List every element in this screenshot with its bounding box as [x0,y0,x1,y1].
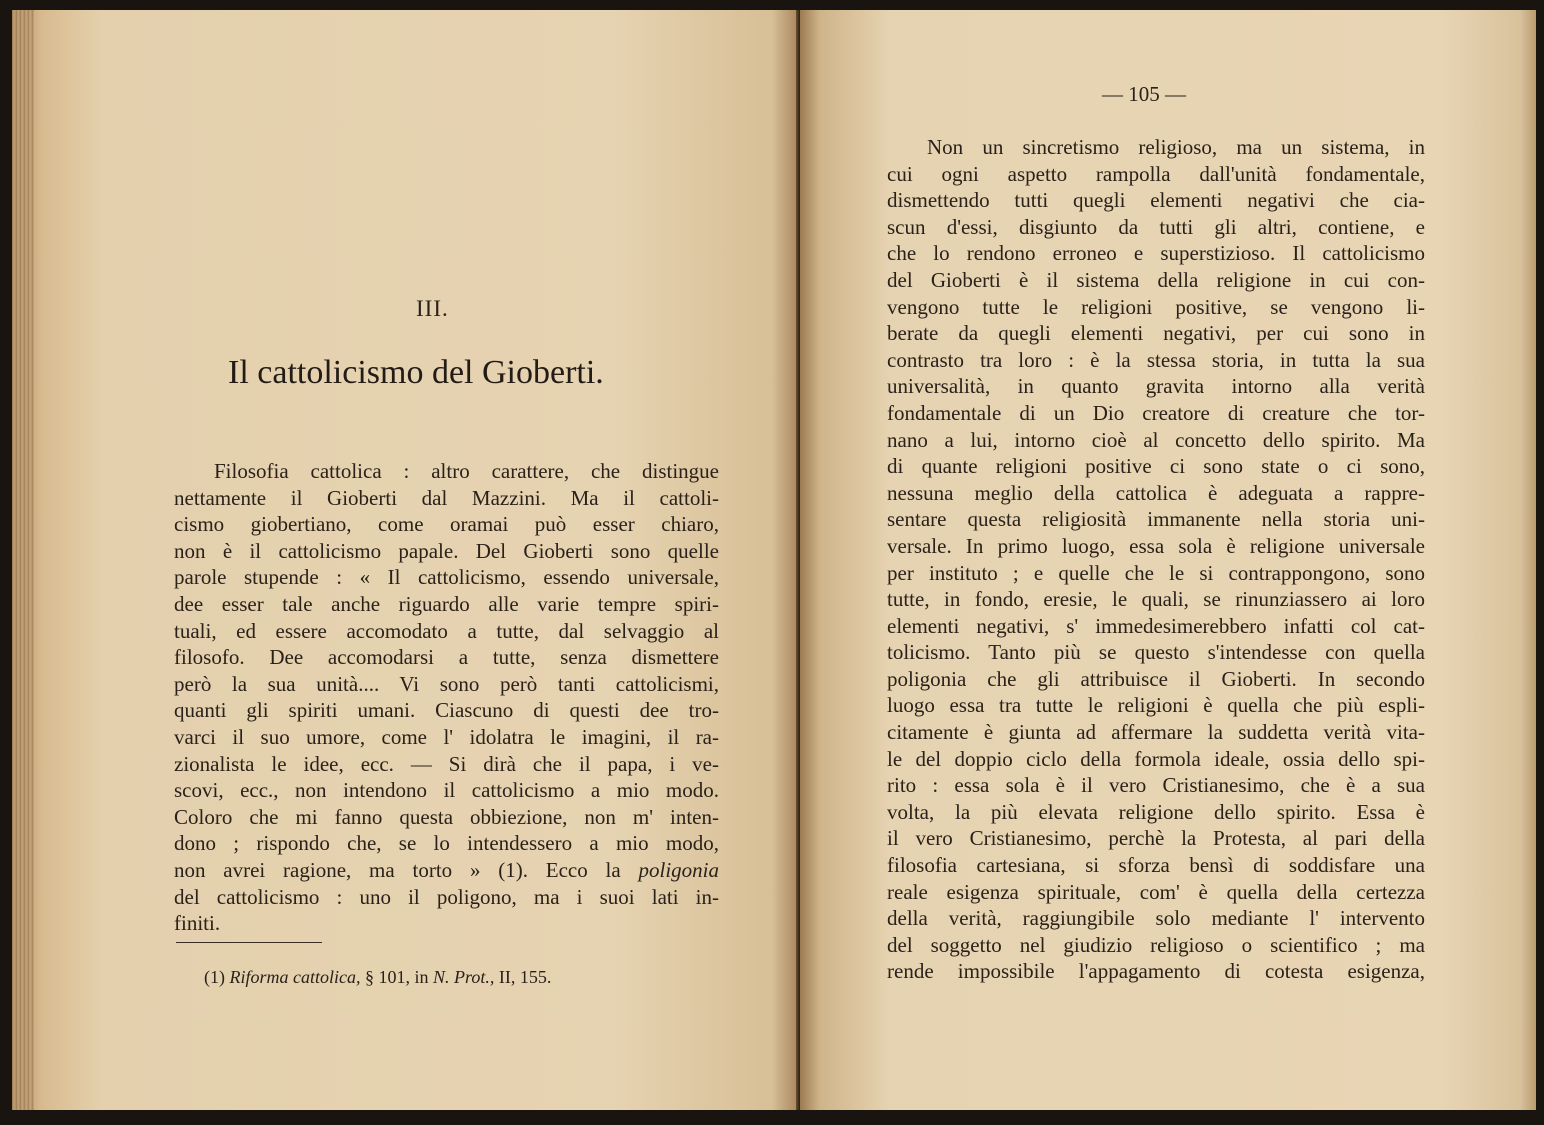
text-line: nano a lui, intorno cioè al concetto dello spirito. Ma [887,427,1425,452]
text-line: universalità, in quanto gravita intorno alla verità [887,374,1425,399]
text-line: varci il suo umore, come l' idolatra le imagini, il ra- [174,724,719,749]
text-line: reale esigenza spirituale, com' è quella della certezza [887,879,1425,904]
footnote-source: N. Prot., [433,967,495,987]
text-line: filosofia cartesiana, si sforza bensì di soddisfare una [887,853,1425,878]
text-line: Non un sincretismo religioso, ma un sistema, in [927,135,1425,159]
text-line: filosofo. Dee accomodarsi a tutte, senza dismettere [174,645,719,670]
text-line: citamente è giunta ad affermare la suddetta verità vita- [887,720,1425,745]
left-body-text [174,458,719,937]
left-page [12,10,798,1110]
text-line [174,857,719,884]
text-line: zionalista le idee, ecc. — Si dirà che il papa, i ve- [174,751,719,776]
footnote-title: Riforma cattolica, [229,967,361,987]
text-line: nessuna meglio della cattolica è adeguata a rappre- [887,480,1425,505]
text-line: nettamente il Gioberti dal Mazzini. Ma il cattoli- [174,485,719,510]
text-line: dismettendo tutti quegli elementi negativi che cia- [887,188,1425,213]
page-edges [12,10,34,1110]
text-line: di quante religioni positive ci sono state o ci sono, [887,454,1425,479]
text-line: del Gioberti è il sistema della religione in cui con- [887,267,1425,292]
italic-term: poligonia [638,857,719,882]
text-line: tuali, ed essere accomodato a tutte, dal selvaggio al [174,618,719,643]
text-segment: non avrei ragione, ma torto » (1). Ecco la [174,857,639,882]
text-line: fondamentale di un Dio creatore di creature che tor- [887,400,1425,425]
text-line: scun d'essi, disgiunto da tutti gli altri, contiene, e [887,214,1425,239]
text-line: della verità, raggiungibile solo mediante l' intervento [887,906,1425,931]
footnote-middle: § 101, in [360,967,433,987]
footnote-end: II, 155. [494,967,552,987]
text-line: elementi negativi, s' immedesimerebbero infatti col cat- [887,613,1425,638]
right-page [800,10,1536,1110]
text-line: volta, la più elevata religione dello spirito. Essa è [887,799,1425,824]
text-line: tutte, in fondo, eresie, le quali, se rinunziassero ai loro [887,587,1425,612]
footnote [204,967,551,988]
text-line: quanti gli spiriti umani. Ciascuno di questi dee tro- [174,698,719,723]
text-line: del cattolicismo : uno il poligono, ma i suoi lati in- [174,884,719,909]
page-number: — 105 — [1102,82,1186,106]
text-line: per instituto ; e quelle che le si contrappongono, sono [887,560,1425,585]
text-line: scovi, ecc., non intendono il cattolicismo a mio modo. [174,778,719,803]
footnote-number: (1) [204,967,230,987]
footnote-divider [176,942,322,943]
text-line: versale. In primo luogo, essa sola è religione universale [887,533,1425,558]
chapter-title: Il cattolicismo del Gioberti. [228,354,604,391]
text-line: del soggetto nel giudizio religioso o scientifico ; ma [887,932,1425,957]
text-line: poligonia che gli attribuisce il Gioberti. In secondo [887,666,1425,691]
text-line: le del doppio ciclo della formola ideale, ossia dello spi- [887,746,1425,771]
text-line: parole stupende : « Il cattolicismo, essendo universale, [174,565,719,590]
text-line: però la sua unità.... Vi sono però tanti cattolicismi, [174,671,719,696]
text-line: il vero Cristianesimo, perchè la Protesta, al pari della [887,826,1425,851]
text-line: cismo giobertiano, come oramai può esser chiaro, [174,512,719,537]
text-line: tolicismo. Tanto più se questo s'intendesse con quella [887,640,1425,665]
chapter-number: III. [416,296,449,321]
text-line: Filosofia cattolica : altro carattere, che distingue [214,459,719,483]
text-line: non è il cattolicismo papale. Del Gioberti sono quelle [174,538,719,563]
text-line: che lo rendono erroneo e superstizioso. Il cattolicismo [887,241,1425,266]
text-line: cui ogni aspetto rampolla dall'unità fondamentale, [887,161,1425,186]
text-line: contrasto tra loro : è la stessa storia, in tutta la sua [887,347,1425,372]
text-line: berate da quegli elementi negativi, per cui sono in [887,321,1425,346]
text-line: sentare questa religiosità immanente nella storia uni- [887,507,1425,532]
text-line: rende impossibile l'appagamento di cotesta esigenza, [887,959,1425,984]
right-body-text [887,134,1425,985]
text-line: dee esser tale anche riguardo alle varie tempre spiri- [174,591,719,616]
text-line: luogo essa tra tutte le religioni è quella che più espli- [887,693,1425,718]
text-line: dono ; rispondo che, se lo intendessero a mio modo, [174,831,719,856]
text-line: rito : essa sola è il vero Cristianesimo, che è a sua [887,773,1425,798]
text-line: Coloro che mi fanno questa obbiezione, non m' inten- [174,804,719,829]
text-line: vengono tutte le religioni positive, se vengono li- [887,294,1425,319]
text-line: finiti. [174,911,221,936]
